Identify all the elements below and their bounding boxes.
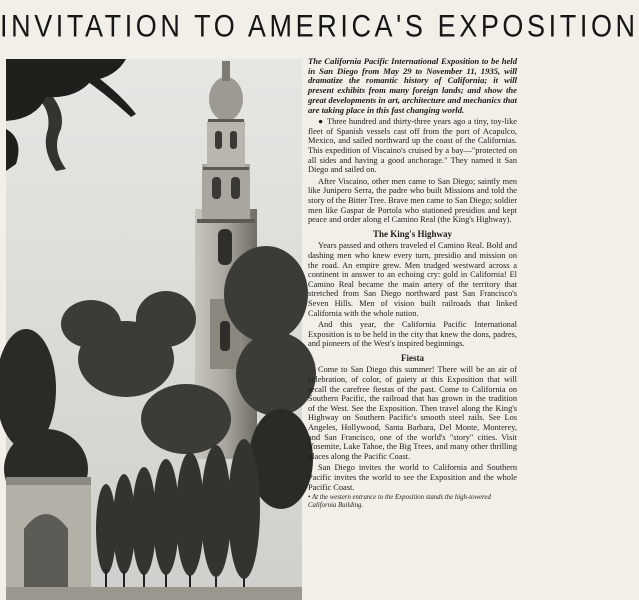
body-paragraph: And this year, the California Pacific International Exposition is to be held in the city that knew the dons, padres, and pioneers of the West's inspired beginnings.	[308, 320, 517, 349]
section-fiesta	[308, 354, 517, 492]
section-heading: The King's Highway	[372, 228, 453, 239]
section-heading: Fiesta	[401, 352, 424, 363]
body-paragraph: Come to San Diego this summer! There will be an air of celebration, of color, of gaiety at this Exposition that will recall the carefree fiestas of the past. Come to California on Southern Pacific, the railroad that has grown in the tradition of the West. See the Exposition. Then travel along the King's Highway on Southern Pacific's smooth steel rails. See Los Angeles, Hollywood, Santa Barbara, Del Monte, Monterey, and San Francisco, one of the world's "story" cities. Visit Yosemite, Lake Tahoe, the Big Trees, and many other thrilling places along the Pacific Coast.	[308, 365, 517, 461]
gateway-arch	[6, 477, 91, 600]
body-paragraph: After Viscaino, other men came to San Diego; saintly men like Junipero Serra, the padre who built Missions and told the story of the Bitter Tree. Brave men came to San Diego; soldier men like Gaspar de Portola who stationed presidios and kept peace and order along el Camino Real (the King's Highway).	[308, 176, 518, 225]
body-paragraph: San Diego invites the world to California and Southern Pacific invites the world to see the Exposition and the whole Pacific Coast.	[308, 463, 517, 492]
body-paragraph: ● Three hundred and thirty-three years ago a tiny, toy-like fleet of Spanish vessels cast off from the port of Acapulco, Mexico, and sailed northward up the coast of the Californias. This expedition of Viscaino's cruised by a bay—"protected on all sides and having a good anchorage." They named it San Diego and sailed on.	[308, 117, 517, 175]
california-building-photo	[6, 59, 302, 600]
section-kings-highway	[308, 230, 517, 349]
article-text	[308, 57, 517, 512]
section-history	[308, 117, 517, 225]
photo-caption: • At the western entrance to the Exposition stands the high-towered California Building.	[308, 494, 491, 510]
body-paragraph: Years passed and others traveled el Camino Real. Bold and dashing men who knew every turn, presidio and mission on the road. An empire grew. Men trudged westward across a continent in answer to an echoing cry: gold in California! El Camino Real became the main artery of the territory that stretched from San Diego northward past San Francisco's Seven Hills. Men of vision built railroads that linked California with the whole nation.	[308, 241, 517, 318]
bullet-icon: ●	[318, 117, 324, 127]
intro-paragraph: The California Pacific International Exposition to be held in San Diego from May 29 to November 11, 1935, will dramatize the romantic history of California; it will present exhibits from many foreign lands; and show the great developments in art, architecture and mechanics that are taking place in this fast changing world.	[308, 56, 517, 115]
page-title: INVITATION TO AMERICA'S EXPOSITION	[0, 8, 639, 44]
